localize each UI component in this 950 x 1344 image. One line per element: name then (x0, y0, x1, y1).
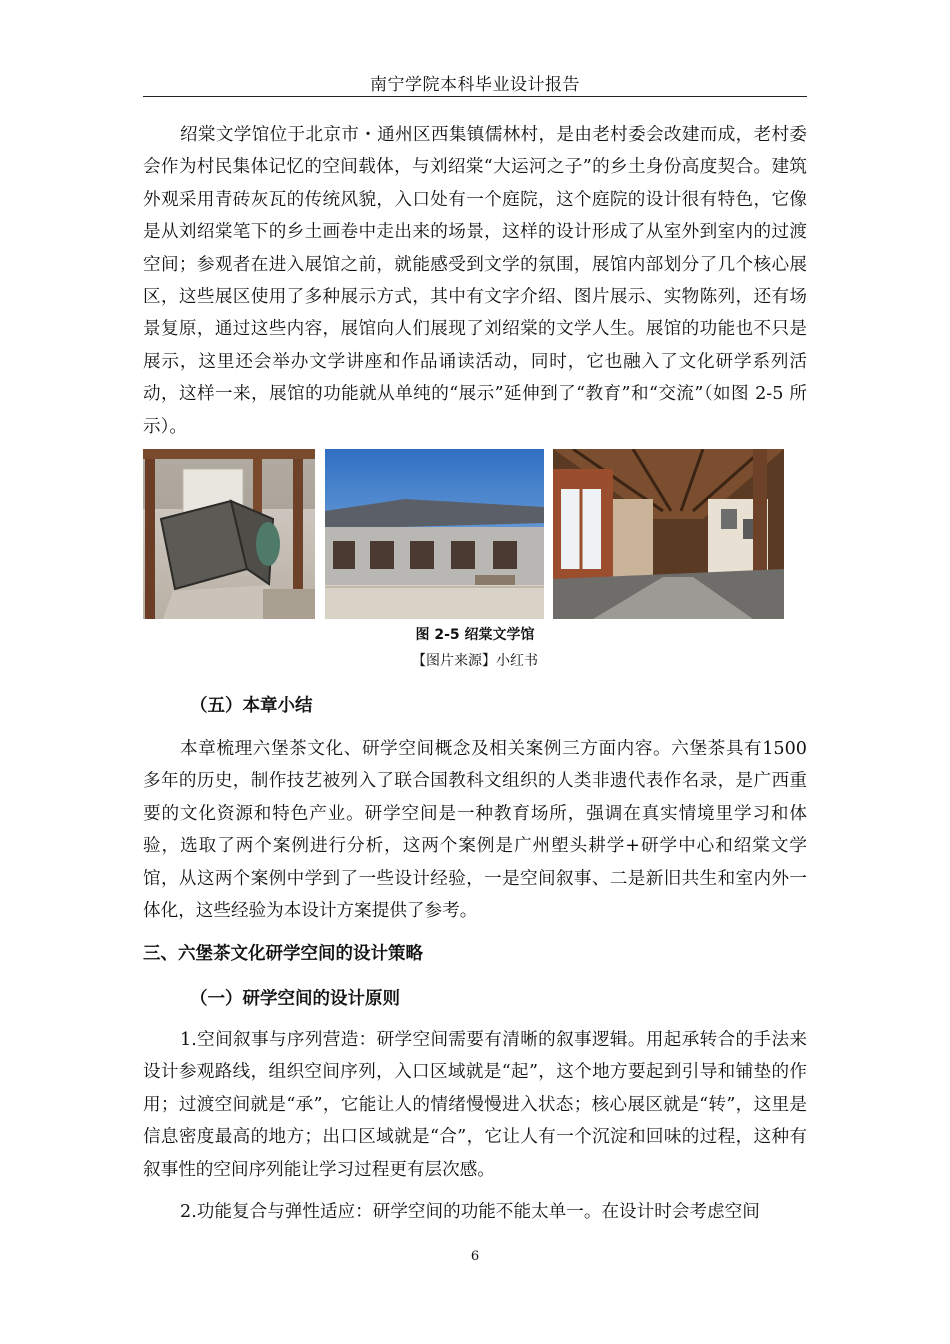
page-number: 6 (470, 1249, 480, 1264)
heading-chapter-summary: （五）本章小结 (190, 696, 313, 716)
heading-chapter-3: 三、六堡茶文化研学空间的设计策略 (143, 944, 423, 964)
heading-design-principles: （一）研学空间的设计原则 (190, 989, 400, 1009)
figure-caption: 图 2-5 绍棠文学馆 (415, 627, 535, 643)
figure-photo-interior (553, 449, 784, 619)
paragraph-function-composite: 2.功能复合与弹性适应：研学空间的功能不能太单一。在设计时会考虑空间 (180, 1202, 760, 1222)
paragraph-shaotang-museum: 绍棠文学馆位于北京市・通州区西集镇儒林村，是由老村委会改建而成，老村委会作为村民集体记忆的空间载体，与刘绍棠“大运河之子”的乡土身份高度契合。建筑外观采用青砖灰瓦的传统风貌，入口处有一个庭院，这个庭院的设计很有特色，它像是从刘绍棠笔下的乡土画卷中走出来的场景，这样的设计形成了从室外到室内的过渡空间；参观者在进入展馆之前，就能感受到文学的氛围，展馆内部划分了几个核心展区，这些展区使用了多种展示方式，其中有文字介绍、图片展示、实物陈列，还有场景复原，通过这些内容，展馆向人们展现了刘绍棠的文学人生。展馆的功能也不只是展示，这里还会举办文学讲座和作品诵读活动，同时，它也融入了文化研学系列活动，这样一来，展馆的功能就从单纯的“展示”延伸到了“教育”和“交流”（如图 2-5 所示）。 (143, 125, 807, 437)
page-header-title: 南宁学院本科毕业设计报告 (370, 75, 580, 95)
figure-photo-exterior (325, 449, 544, 619)
figure-photo-book-sculpture (143, 449, 315, 619)
paragraph-spatial-narrative: 1.空间叙事与序列营造：研学空间需要有清晰的叙事逻辑。用起承转合的手法来设计参观路线，组织空间序列，入口区域就是“起”，这个地方要起到引导和铺垫的作用；过渡空间就是“承”，它能让人的情绪慢慢进入状态；核心展区就是“转”，这里是信息密度最高的地方；出口区域就是“合”，它让人有一个沉淀和回味的过程，这种有叙事性的空间序列能让学习过程更有层次感。 (143, 1030, 807, 1180)
paragraph-chapter-summary: 本章梳理六堡茶文化、研学空间概念及相关案例三方面内容。六堡茶具有1500 多年的历史，制作技艺被列入了联合国教科文组织的人类非遗代表作名录，是广西重要的文化资源和特色产业。研学空间是一种教育场所，强调在真实情境里学习和体验，选取了两个案例进行分析，这两个案例是广州塱头耕学+研学中心和绍棠文学馆，从这两个案例中学到了一些设计经验，一是空间叙事、二是新旧共生和室内外一体化，这些经验为本设计方案提供了参考。 (143, 739, 807, 922)
header-divider (143, 96, 807, 97)
figure-source: 【图片来源】小红书 (412, 653, 538, 669)
